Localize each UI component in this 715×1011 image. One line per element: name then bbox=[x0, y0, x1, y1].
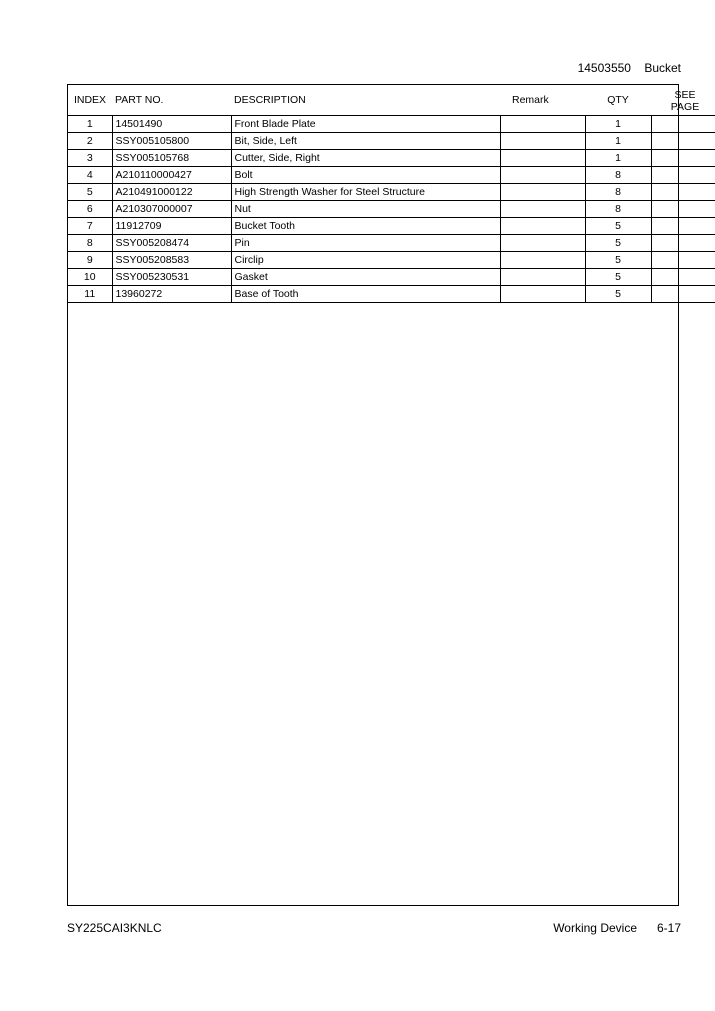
cell-description: Bit, Side, Left bbox=[231, 133, 500, 150]
cell-index: 9 bbox=[68, 252, 112, 269]
table-row bbox=[68, 252, 715, 269]
cell-remark bbox=[500, 133, 585, 150]
cell-see-page bbox=[651, 184, 715, 201]
cell-description: Bolt bbox=[231, 167, 500, 184]
table-row bbox=[68, 133, 715, 150]
table-row bbox=[68, 150, 715, 167]
cell-part-no: A210110000427 bbox=[112, 167, 231, 184]
col-header-remark: Remark bbox=[500, 85, 585, 116]
table-row bbox=[68, 201, 715, 218]
cell-index: 6 bbox=[68, 201, 112, 218]
cell-qty: 8 bbox=[585, 201, 651, 218]
cell-see-page bbox=[651, 286, 715, 303]
table-header-row bbox=[68, 85, 715, 116]
cell-description: High Strength Washer for Steel Structure bbox=[231, 184, 500, 201]
cell-qty: 1 bbox=[585, 116, 651, 133]
col-header-index: INDEX bbox=[68, 85, 112, 116]
cell-remark bbox=[500, 116, 585, 133]
cell-index: 11 bbox=[68, 286, 112, 303]
cell-description: Gasket bbox=[231, 269, 500, 286]
cell-qty: 8 bbox=[585, 184, 651, 201]
cell-qty: 5 bbox=[585, 252, 651, 269]
cell-index: 10 bbox=[68, 269, 112, 286]
col-header-see-page bbox=[651, 85, 715, 116]
parts-list-frame bbox=[67, 84, 700, 906]
cell-part-no: SSY005208474 bbox=[112, 235, 231, 252]
table-row bbox=[68, 235, 715, 252]
cell-index: 7 bbox=[68, 218, 112, 235]
see-page-line2: PAGE bbox=[670, 101, 700, 113]
table-row bbox=[68, 269, 715, 286]
cell-remark bbox=[500, 235, 585, 252]
table-row bbox=[68, 184, 715, 201]
cell-remark bbox=[500, 218, 585, 235]
section-title: Working Device bbox=[553, 921, 637, 935]
cell-remark bbox=[500, 150, 585, 167]
cell-part-no: 13960272 bbox=[112, 286, 231, 303]
col-header-qty: QTY bbox=[585, 85, 651, 116]
cell-remark bbox=[500, 252, 585, 269]
col-header-description: DESCRIPTION bbox=[231, 85, 500, 116]
parts-table-body bbox=[68, 116, 715, 303]
parts-table bbox=[68, 85, 715, 303]
cell-index: 8 bbox=[68, 235, 112, 252]
cell-description: Cutter, Side, Right bbox=[231, 150, 500, 167]
cell-part-no: A210307000007 bbox=[112, 201, 231, 218]
cell-part-no: A210491000122 bbox=[112, 184, 231, 201]
cell-part-no: SSY005105768 bbox=[112, 150, 231, 167]
cell-remark bbox=[500, 201, 585, 218]
table-row bbox=[68, 116, 715, 133]
cell-see-page bbox=[651, 218, 715, 235]
cell-see-page bbox=[651, 133, 715, 150]
cell-index: 4 bbox=[68, 167, 112, 184]
cell-see-page bbox=[651, 235, 715, 252]
col-header-part-no: PART NO. bbox=[112, 85, 231, 116]
cell-part-no: 11912709 bbox=[112, 218, 231, 235]
model-number: SY225CAI3KNLC bbox=[67, 921, 162, 935]
assembly-name: Bucket bbox=[644, 61, 681, 75]
cell-qty: 8 bbox=[585, 167, 651, 184]
cell-see-page bbox=[651, 269, 715, 286]
cell-see-page bbox=[651, 167, 715, 184]
assembly-number: 14503550 bbox=[577, 61, 631, 75]
cell-description: Pin bbox=[231, 235, 500, 252]
table-row bbox=[68, 218, 715, 235]
cell-see-page bbox=[651, 150, 715, 167]
cell-remark bbox=[500, 269, 585, 286]
cell-description: Bucket Tooth bbox=[231, 218, 500, 235]
cell-qty: 5 bbox=[585, 286, 651, 303]
cell-description: Front Blade Plate bbox=[231, 116, 500, 133]
see-page-line1: SEE bbox=[674, 89, 696, 101]
cell-remark bbox=[500, 286, 585, 303]
cell-qty: 1 bbox=[585, 150, 651, 167]
cell-remark bbox=[500, 184, 585, 201]
cell-description: Base of Tooth bbox=[231, 286, 500, 303]
cell-qty: 5 bbox=[585, 235, 651, 252]
cell-part-no: SSY005105800 bbox=[112, 133, 231, 150]
cell-qty: 5 bbox=[585, 269, 651, 286]
table-row bbox=[68, 286, 715, 303]
cell-index: 1 bbox=[68, 116, 112, 133]
page-header bbox=[578, 61, 681, 75]
cell-see-page bbox=[651, 116, 715, 133]
cell-description: Circlip bbox=[231, 252, 500, 269]
cell-description: Nut bbox=[231, 201, 500, 218]
cell-index: 2 bbox=[68, 133, 112, 150]
cell-qty: 5 bbox=[585, 218, 651, 235]
cell-see-page bbox=[651, 252, 715, 269]
cell-see-page bbox=[651, 201, 715, 218]
cell-part-no: 14501490 bbox=[112, 116, 231, 133]
cell-part-no: SSY005208583 bbox=[112, 252, 231, 269]
cell-remark bbox=[500, 167, 585, 184]
cell-index: 5 bbox=[68, 184, 112, 201]
cell-index: 3 bbox=[68, 150, 112, 167]
cell-part-no: SSY005230531 bbox=[112, 269, 231, 286]
table-row bbox=[68, 167, 715, 184]
page-number: 6-17 bbox=[656, 921, 681, 935]
cell-qty: 1 bbox=[585, 133, 651, 150]
